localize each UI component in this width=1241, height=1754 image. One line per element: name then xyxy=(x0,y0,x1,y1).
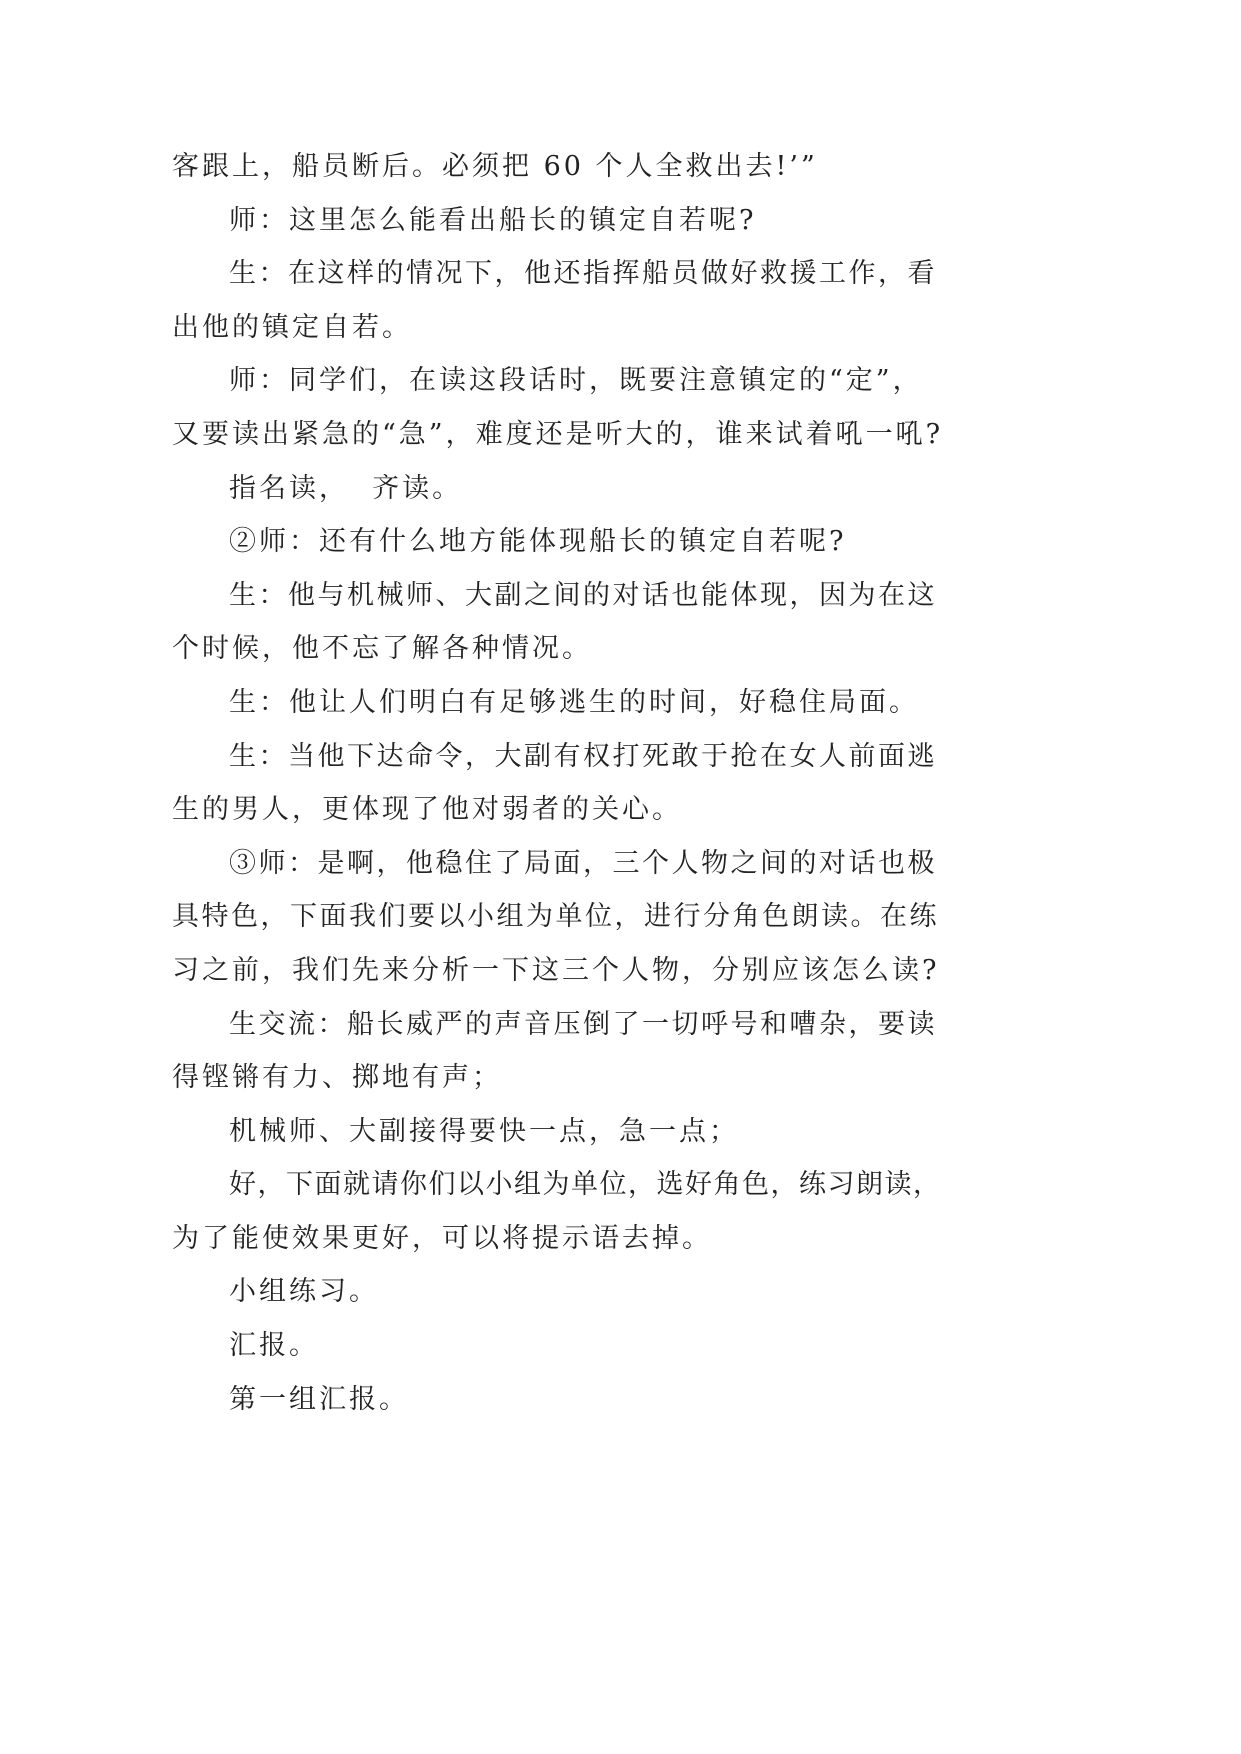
text-line: 生的男人，更体现了他对弱者的关心。 xyxy=(172,794,682,826)
text-line: ②师：还有什么地方能体现船长的镇定自若呢? xyxy=(229,526,847,558)
text-line: 生：当他下达命令，大副有权打死敢于抢在女人前面逃 xyxy=(229,740,937,772)
text-line: 生：在这样的情况下，他还指挥船员做好救援工作，看 xyxy=(229,258,937,290)
text-line: 出他的镇定自若。 xyxy=(172,311,412,343)
text-line: 具特色，下面我们要以小组为单位，进行分角色朗读。在练 xyxy=(172,901,939,933)
text-line: 个时候，他不忘了解各种情况。 xyxy=(172,633,592,665)
text-line: 机械师、大副接得要快一点，急一点； xyxy=(229,1115,739,1147)
document-body xyxy=(172,140,944,1426)
text-line: 指名读， 齐读。 xyxy=(229,472,463,504)
text-line: 汇报。 xyxy=(229,1330,319,1362)
text-line: 师：同学们，在读这段话时，既要注意镇定的“定”， xyxy=(229,365,923,397)
text-line: 师：这里怎么能看出船长的镇定自若呢? xyxy=(229,204,757,236)
text-line: 第一组汇报。 xyxy=(229,1383,409,1415)
text-line: 为了能使效果更好，可以将提示语去掉。 xyxy=(172,1222,712,1254)
text-line: 生：他让人们明白有足够逃生的时间，好稳住局面。 xyxy=(229,686,919,718)
text-line: 又要读出紧急的“急”，难度还是听大的，谁来试着吼一吼? xyxy=(172,418,944,450)
text-line: 好，下面就请你们以小组为单位，选好角色，练习朗读， xyxy=(229,1169,942,1201)
text-line: ③师：是啊，他稳住了局面，三个人物之间的对话也极 xyxy=(229,847,937,879)
text-line: 得铿锵有力、掷地有声； xyxy=(172,1062,502,1094)
text-line: 客跟上，船员断后。必须把 60 个人全救出去!’” xyxy=(172,151,818,182)
text-line: 生交流：船长威严的声音压倒了一切呼号和嘈杂，要读 xyxy=(229,1008,937,1040)
text-line: 生：他与机械师、大副之间的对话也能体现，因为在这 xyxy=(229,579,937,611)
text-line: 习之前，我们先来分析一下这三个人物，分别应该怎么读? xyxy=(172,954,940,986)
text-line: 小组练习。 xyxy=(229,1276,379,1308)
